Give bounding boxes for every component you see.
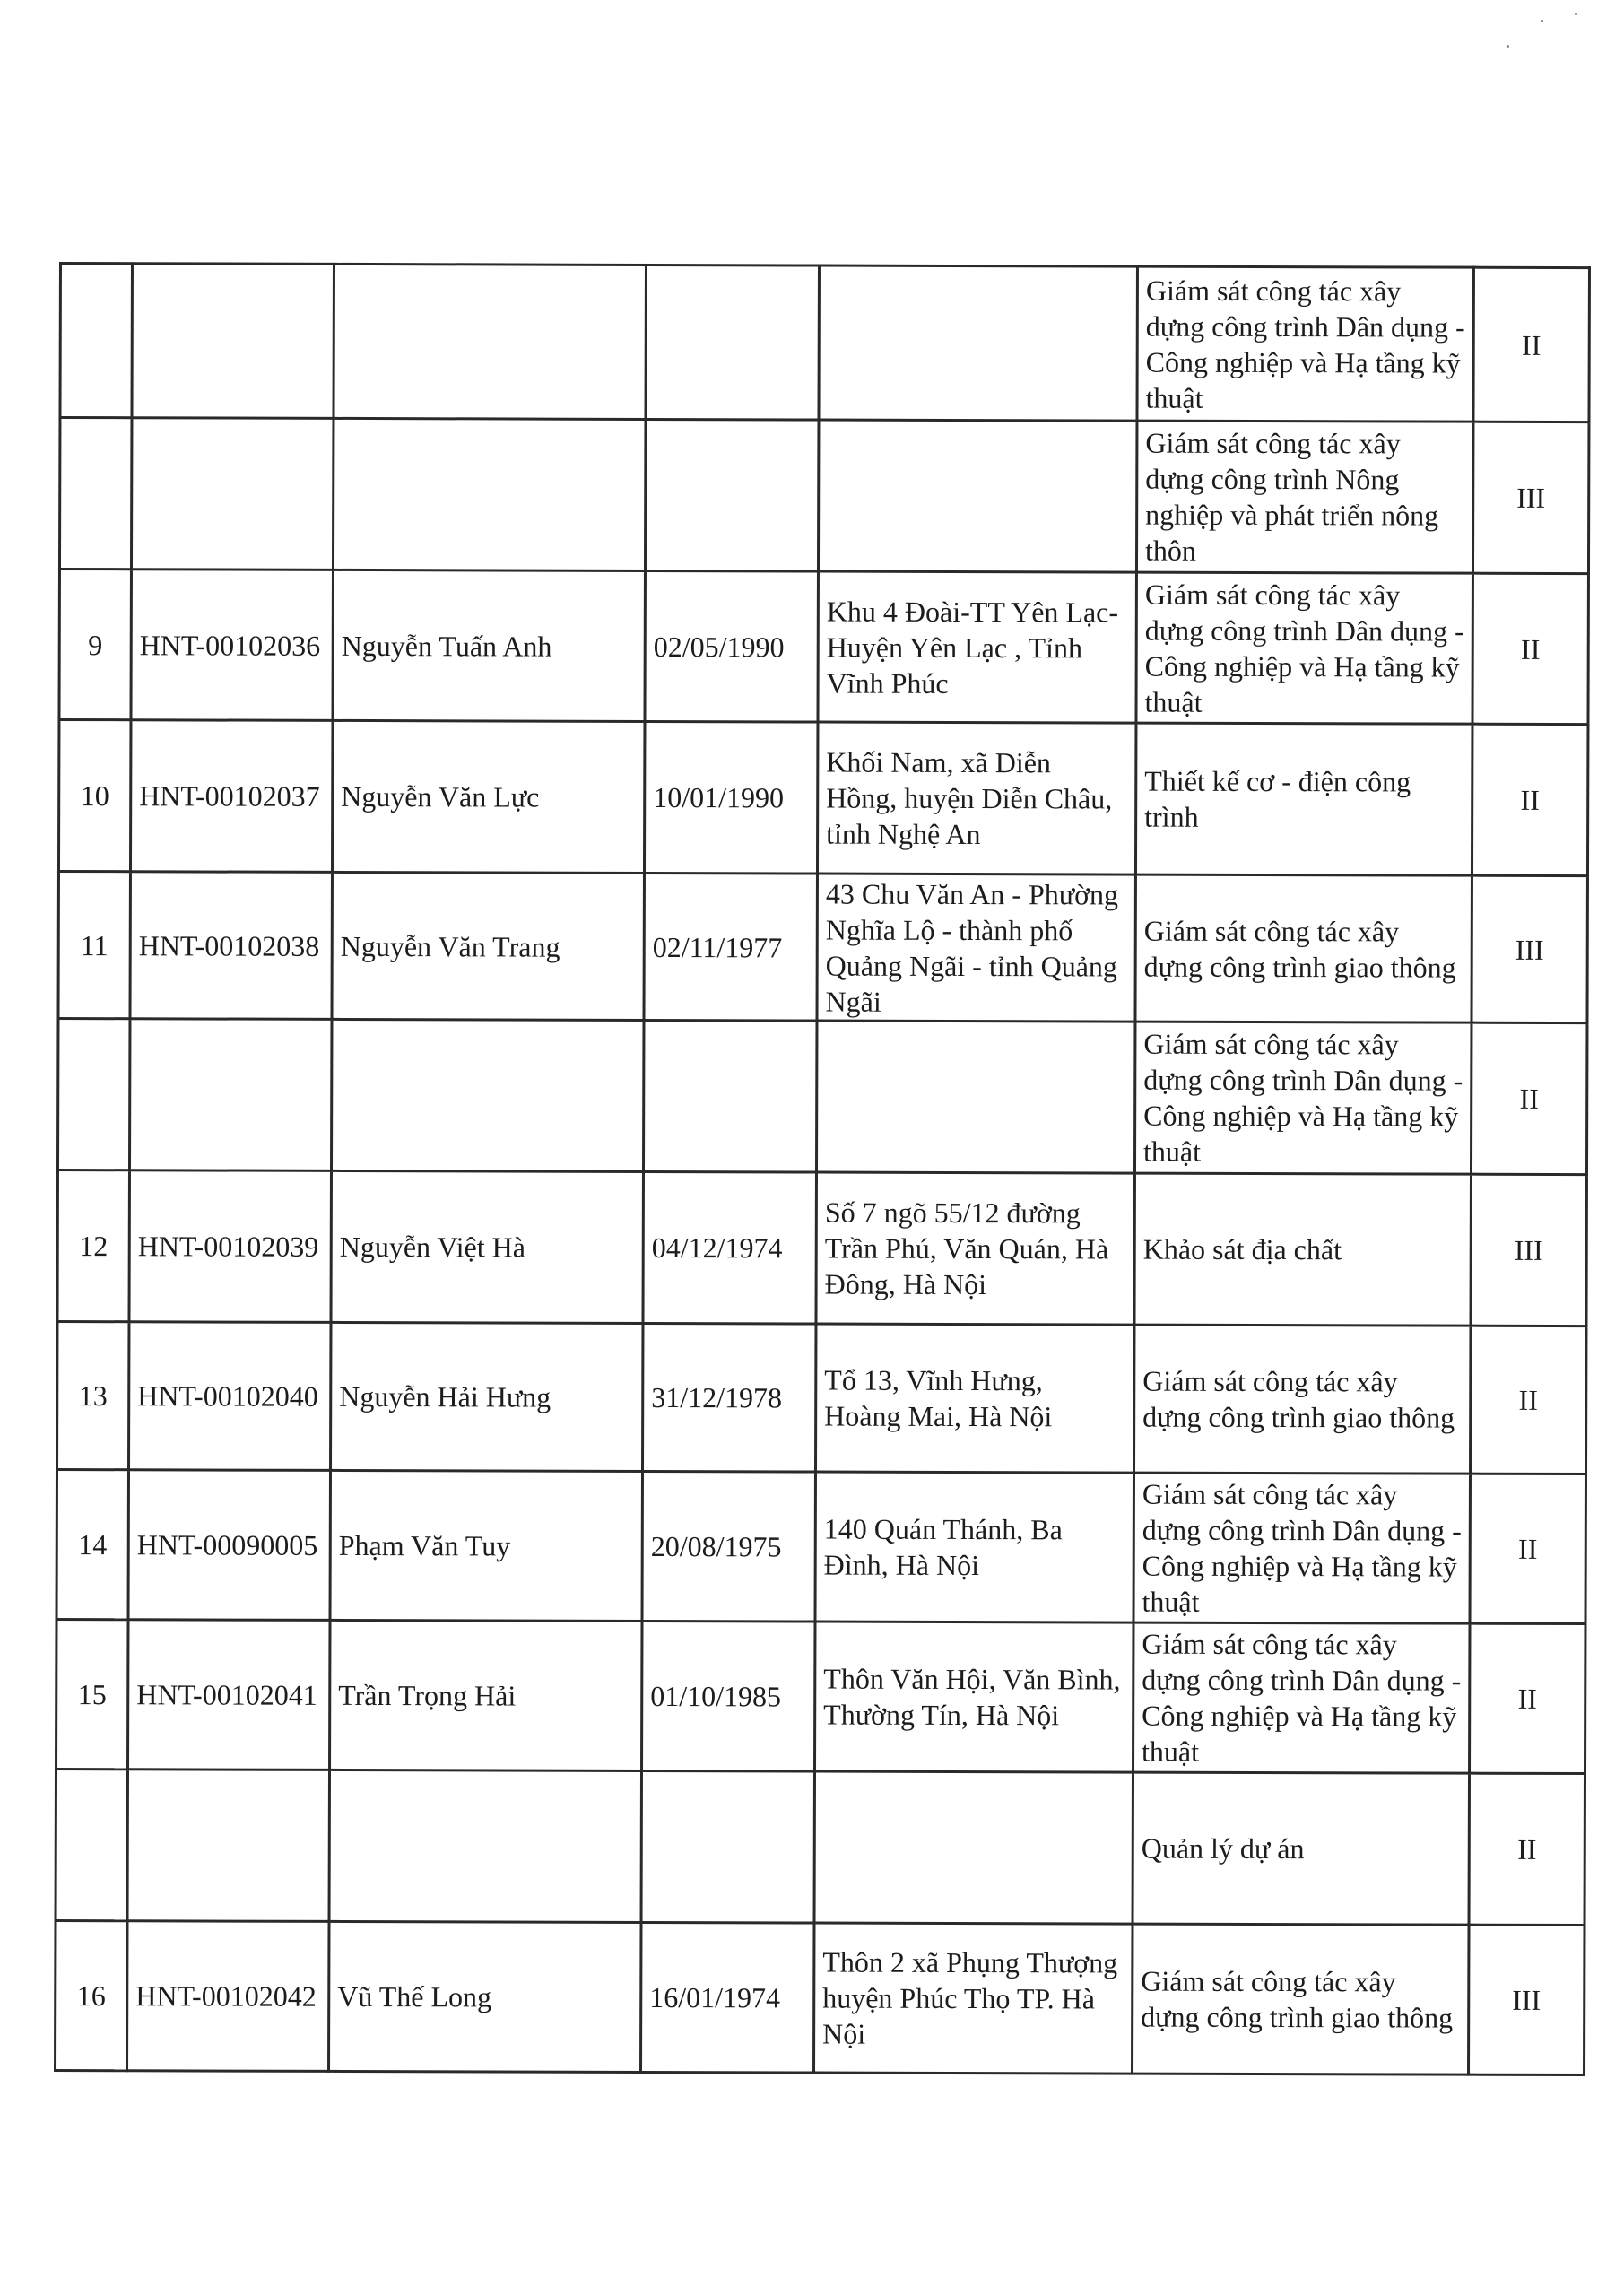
certificate-code-cell: HNT-00102037 — [130, 720, 333, 873]
table-row — [56, 1920, 1585, 2074]
table-row — [57, 1321, 1586, 1474]
full-name-cell: Nguyễn Văn Trang — [332, 872, 644, 1020]
address-cell: Khu 4 Đoài-TT Yên Lạc-Huyện Yên Lạc , Tỉnh Vĩnh Phúc — [818, 571, 1136, 723]
scan-speck — [1507, 45, 1509, 48]
birth-date-cell: 10/01/1990 — [644, 721, 818, 874]
table-row — [56, 1469, 1585, 1623]
table-row — [58, 872, 1587, 1023]
table-row — [56, 1619, 1585, 1773]
scan-speck — [1541, 20, 1543, 22]
full-name-cell: Nguyễn Việt Hà — [331, 1170, 643, 1323]
full-name-cell — [333, 418, 645, 570]
practice-field-cell: Giám sát công tác xây dựng công trình Dân dụng - Công nghiệp và Hạ tầng kỹ thuật — [1133, 1622, 1470, 1773]
rank-cell: II — [1470, 1326, 1585, 1474]
birth-date-cell — [645, 419, 819, 571]
rank-cell: II — [1471, 1022, 1587, 1174]
certificate-code-cell: HNT-00102036 — [131, 570, 333, 721]
practice-field-cell: Giám sát công tác xây dựng công trình giao thông — [1135, 874, 1472, 1022]
address-cell: Thôn Văn Hội, Văn Bình, Thường Tín, Hà Nội — [815, 1622, 1133, 1772]
scan-speck — [1575, 13, 1577, 15]
table-row — [59, 570, 1588, 725]
birth-date-cell — [646, 265, 820, 420]
full-name-cell: Nguyễn Tuấn Anh — [333, 570, 645, 721]
table-row — [57, 1019, 1586, 1175]
certificate-code-cell: HNT-00102039 — [129, 1170, 332, 1323]
practice-field-cell: Giám sát công tác xây dựng công trình Dân dụng - Công nghiệp và Hạ tầng kỹ thuật — [1137, 266, 1474, 422]
full-name-cell: Nguyễn Văn Lực — [332, 720, 644, 873]
certificate-code-cell: HNT-00102040 — [129, 1322, 331, 1471]
table-row — [56, 1769, 1585, 1925]
certificate-table — [54, 262, 1591, 2076]
table-row — [57, 1170, 1586, 1326]
address-cell: 43 Chu Văn An - Phường Nghĩa Lộ - thành phố Quảng Ngãi - tỉnh Quảng Ngãi — [817, 874, 1135, 1022]
full-name-cell — [329, 1770, 641, 1922]
birth-date-cell: 02/05/1990 — [645, 570, 818, 722]
full-name-cell: Nguyễn Hải Hưng — [331, 1322, 643, 1471]
table-row — [58, 720, 1587, 876]
stt-cell: 10 — [58, 720, 131, 872]
practice-field-cell: Thiết kế cơ - điện công trình — [1135, 723, 1472, 875]
full-name-cell: Phạm Văn Tuy — [330, 1470, 642, 1621]
rank-cell: II — [1469, 1773, 1585, 1925]
stt-cell: 11 — [58, 872, 130, 1019]
stt-cell — [59, 418, 132, 570]
address-cell: 140 Quán Thánh, Ba Đình, Hà Nội — [815, 1472, 1133, 1622]
certificate-code-cell — [131, 418, 334, 570]
rank-cell: II — [1470, 1623, 1585, 1773]
practice-field-cell: Quản lý dự án — [1133, 1772, 1469, 1925]
full-name-cell: Vũ Thế Long — [329, 1921, 641, 2072]
stt-cell: 13 — [57, 1321, 129, 1469]
birth-date-cell: 31/12/1978 — [643, 1323, 816, 1472]
rank-cell: III — [1471, 1174, 1587, 1326]
stt-cell: 12 — [57, 1170, 130, 1322]
practice-field-cell: Giám sát công tác xây dựng công trình Dân dụng - Công nghiệp và Hạ tầng kỹ thuật — [1133, 1473, 1470, 1623]
stt-cell — [56, 1769, 128, 1920]
certificate-code-cell — [127, 1770, 330, 1922]
table-row — [60, 264, 1590, 422]
certificate-code-cell — [132, 264, 334, 419]
rank-cell: III — [1472, 422, 1589, 573]
address-cell: Thôn 2 xã Phụng Thượng huyện Phúc Thọ TP. Hà Nội — [814, 1923, 1133, 2074]
certificate-code-cell: HNT-00102038 — [130, 872, 332, 1020]
certificate-code-cell: HNT-00102041 — [128, 1620, 330, 1770]
stt-cell — [57, 1019, 130, 1170]
address-cell — [814, 1771, 1133, 1924]
address-cell — [819, 265, 1138, 421]
birth-date-cell — [641, 1770, 815, 1923]
birth-date-cell: 20/08/1975 — [642, 1471, 815, 1622]
practice-field-cell: Khảo sát địa chất — [1134, 1173, 1471, 1326]
table-row — [59, 418, 1588, 574]
address-cell — [818, 420, 1136, 572]
stt-cell: 9 — [59, 570, 131, 720]
birth-date-cell: 01/10/1985 — [642, 1621, 815, 1771]
full-name-cell — [331, 1019, 643, 1171]
full-name-cell: Trần Trọng Hải — [330, 1620, 642, 1770]
practice-field-cell: Giám sát công tác xây dựng công trình Nông nghiệp và phát triển nông thôn — [1136, 421, 1472, 573]
rank-cell: II — [1472, 573, 1588, 724]
rank-cell: II — [1470, 1474, 1585, 1623]
address-cell: Khối Nam, xã Diễn Hồng, huyện Diễn Châu, tỉnh Nghệ An — [817, 722, 1135, 874]
certificate-code-cell: HNT-00090005 — [128, 1470, 330, 1621]
practice-field-cell: Giám sát công tác xây dựng công trình giao thông — [1133, 1325, 1470, 1474]
certificate-code-cell — [129, 1019, 332, 1171]
stt-cell: 16 — [56, 1920, 127, 2070]
stt-cell — [60, 264, 133, 418]
birth-date-cell: 16/01/1974 — [641, 1922, 814, 2073]
rank-cell: II — [1472, 724, 1588, 875]
rank-cell: II — [1473, 267, 1590, 422]
practice-field-cell: Giám sát công tác xây dựng công trình Dân dụng - Công nghiệp và Hạ tầng kỹ thuật — [1134, 1022, 1471, 1174]
address-cell — [816, 1021, 1134, 1173]
rank-cell: III — [1469, 1925, 1585, 2074]
full-name-cell — [334, 264, 647, 419]
stt-cell: 15 — [56, 1619, 128, 1769]
rank-cell: III — [1472, 875, 1587, 1022]
practice-field-cell: Giám sát công tác xây dựng công trình giao thông — [1133, 1924, 1469, 2074]
birth-date-cell: 04/12/1974 — [643, 1171, 817, 1324]
birth-date-cell — [643, 1020, 817, 1172]
address-cell: Tổ 13, Vĩnh Hưng, Hoàng Mai, Hà Nội — [816, 1324, 1134, 1473]
practice-field-cell: Giám sát công tác xây dựng công trình Dân dụng - Công nghiệp và Hạ tầng kỹ thuật — [1136, 572, 1472, 724]
stt-cell: 14 — [56, 1469, 128, 1619]
certificate-code-cell: HNT-00102042 — [127, 1921, 329, 2072]
address-cell: Số 7 ngõ 55/12 đường Trần Phú, Văn Quán, Hà Đông, Hà Nội — [816, 1172, 1134, 1325]
birth-date-cell: 02/11/1977 — [644, 873, 817, 1021]
